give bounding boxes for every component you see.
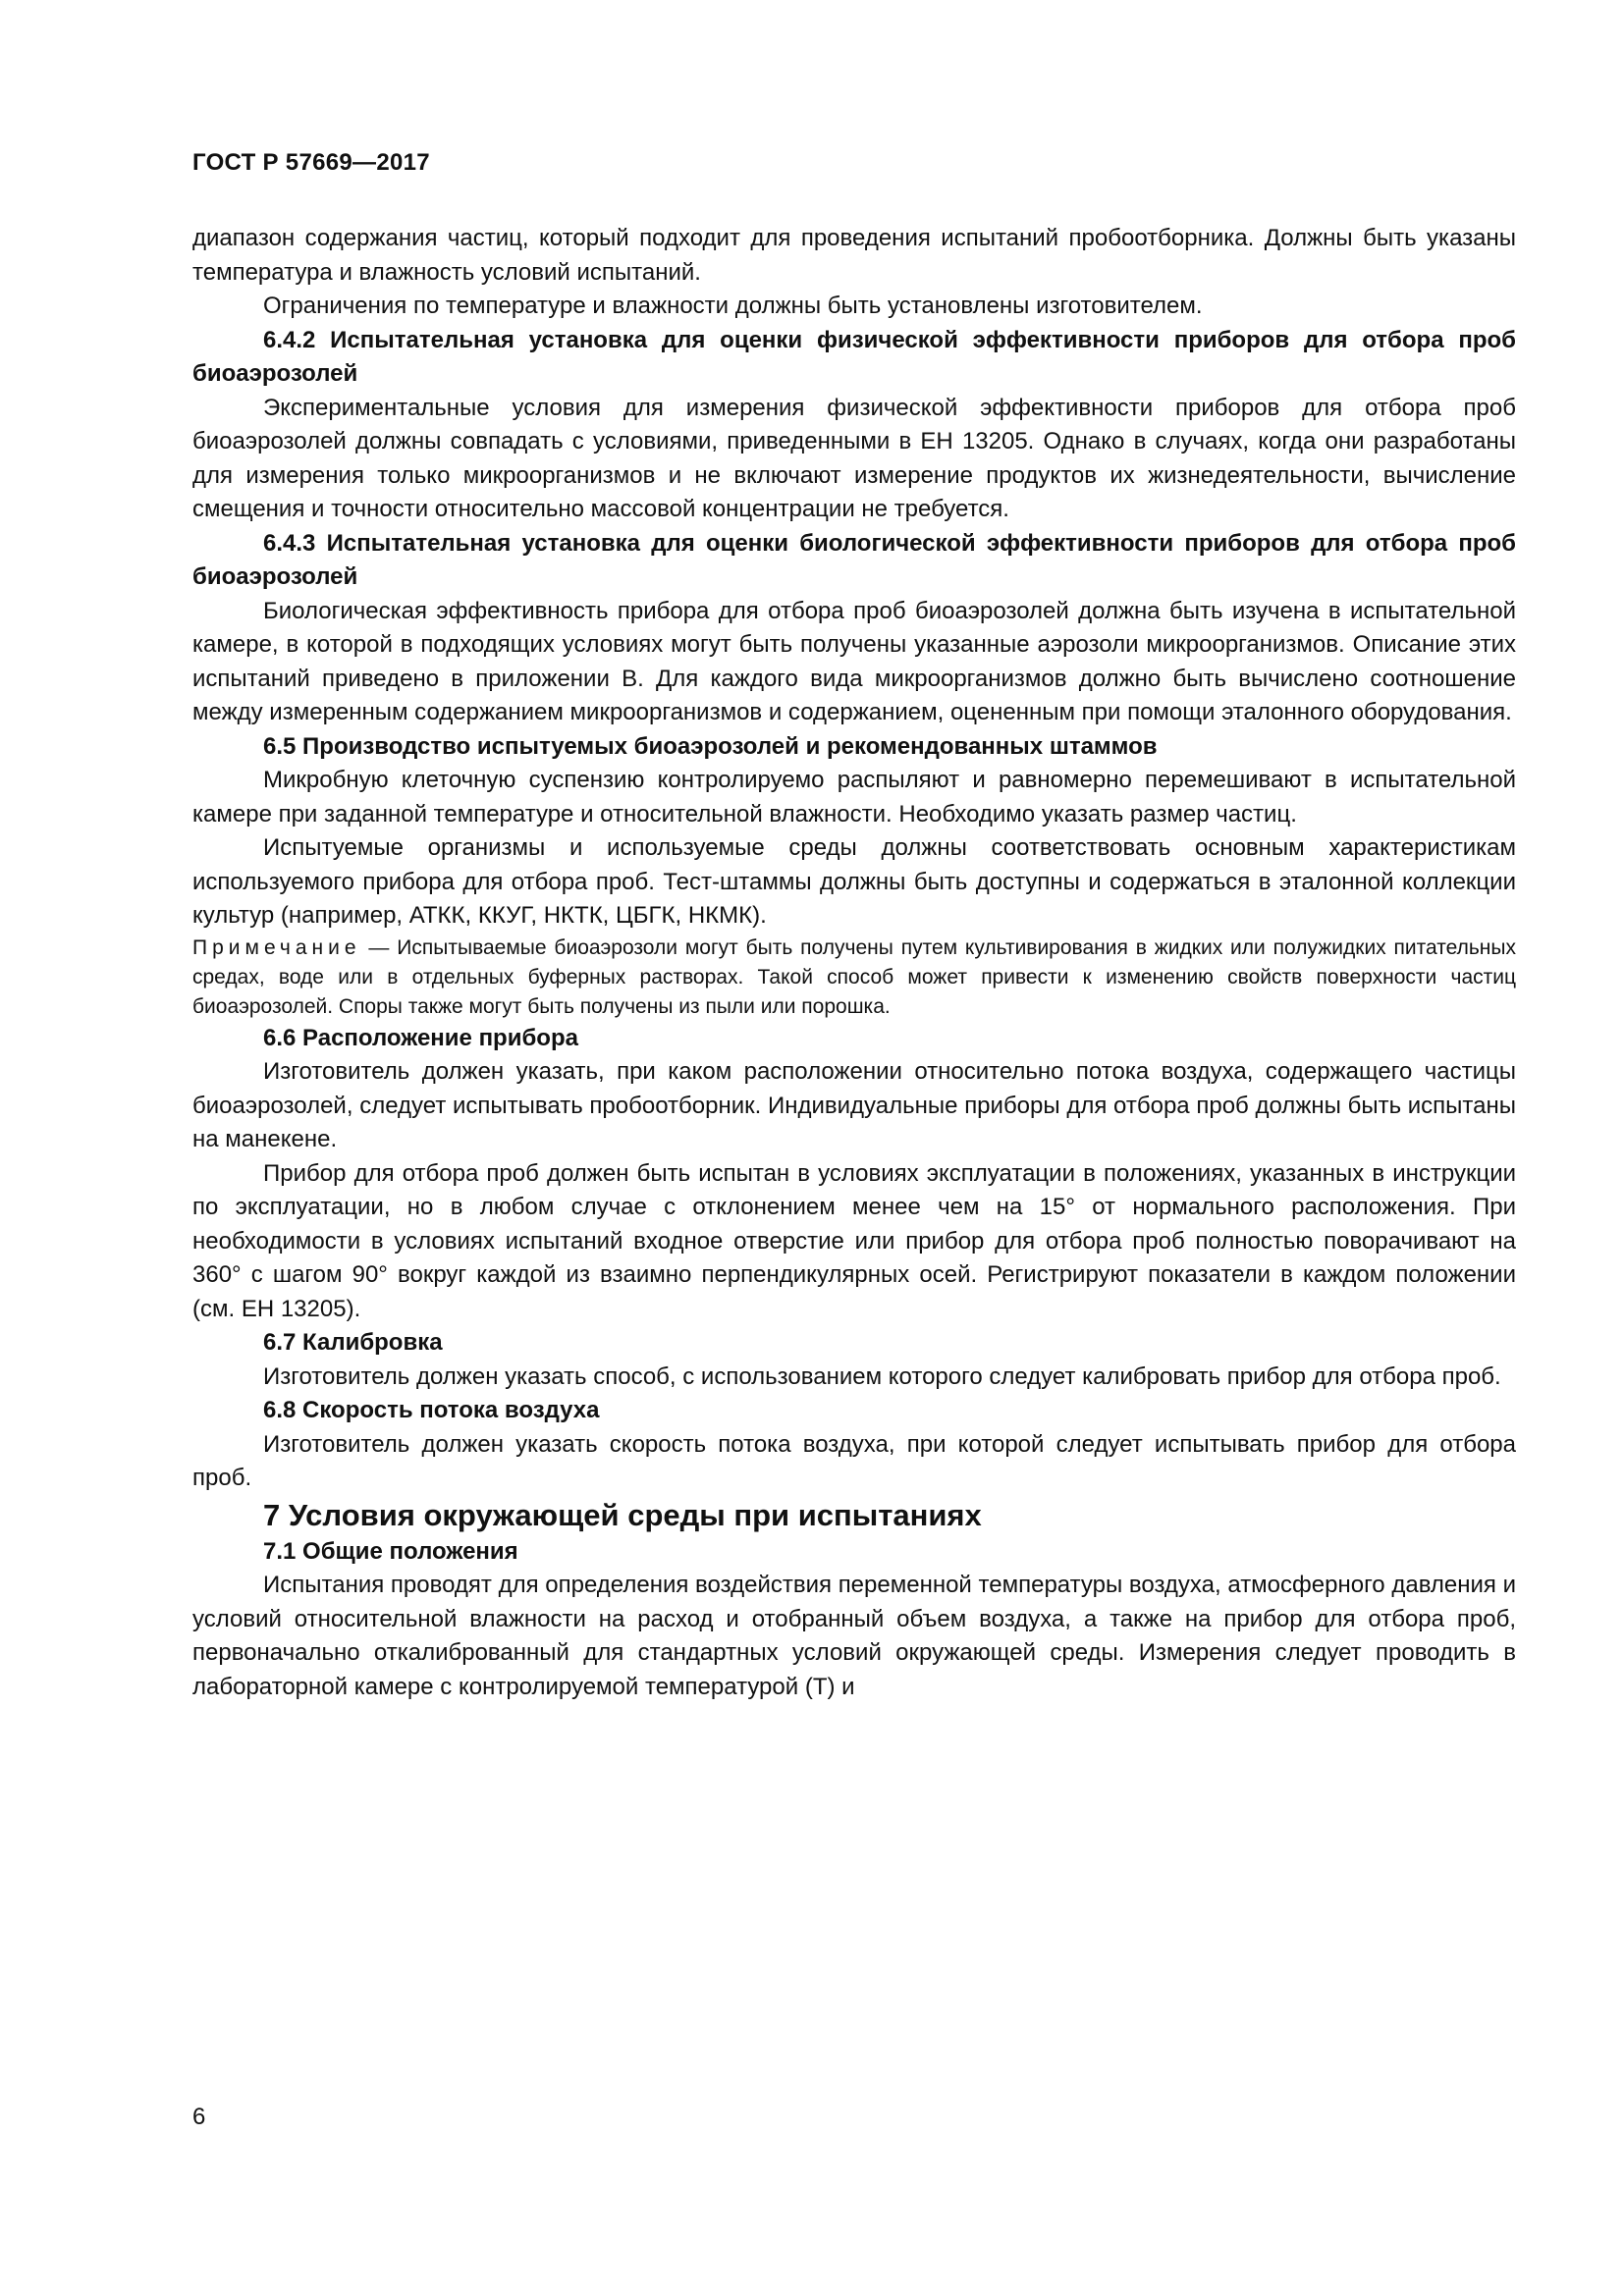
heading-6-4-2: 6.4.2 Испытательная установка для оценки физической эффективности приборов для отбора проб биоаэрозолей [192, 326, 1516, 387]
heading-6-6: 6.6 Расположение прибора [263, 1024, 578, 1051]
paragraph-6-7: Изготовитель должен указать способ, с использованием которого следует калибровать прибор для отбора проб. [263, 1362, 1501, 1390]
paragraph-7-1: Испытания проводят для определения воздействия переменной температуры воздуха, атмосферного давления и условий относительной влажности на расход и отобранный объем воздуха, а также на прибор для отбора проб, первоначально откалиброванный для стандартных условий окружающей среды. Измерения следует проводить в лабораторной камере с контролируемой температурой (Т) и [192, 1572, 1516, 1700]
paragraph-6-5-b: Испытуемые организмы и используемые среды должны соответствовать основным характеристикам используемого прибора для отбора проб. Тест-штаммы должны быть доступны и содержаться в эталонной коллекции культур (например, АТКК, ККУГ, НКТК, ЦБГК, НКМК). [192, 834, 1516, 929]
paragraph-6-5-a: Микробную клеточную суспензию контролируемо распыляют и равномерно перемешивают в испытательной камере при заданной температуре и относительной влажности. Необходимо указать размер частиц. [192, 767, 1516, 828]
heading-7-1: 7.1 Общие положения [263, 1537, 518, 1565]
paragraph-6-4-3: Биологическая эффективность прибора для отбора проб биоаэрозолей должна быть изучена в испытательной камере, в которой в подходящих условиях могут быть получены указанные аэрозоли микроорганизмов. Описание этих испытаний приведено в приложении В. Для каждого вида микроорганизмов должно быть вычислено соотношение между измеренным содержанием микроорганизмов и содержанием, оцененным при помощи эталонного оборудования. [192, 597, 1516, 725]
note [192, 934, 1516, 1022]
heading-6-7: 6.7 Калибровка [263, 1329, 443, 1356]
paragraph-6-8: Изготовитель должен указать скорость потока воздуха, при которой следует испытывать прибор для отбора проб. [192, 1430, 1516, 1491]
page-number: 6 [192, 2104, 206, 2130]
paragraph-limits: Ограничения по температуре и влажности должны быть установлены изготовителем. [263, 293, 1203, 319]
note-text: — Испытываемые биоаэрозоли могут быть получены путем культивирования в жидких или полужидких питательных средах, воде или в отдельных буферных растворах. Такой способ может привести к изменению свойств поверхности частиц биоаэрозолей. Споры также могут быть получены из пыли или порошка. [192, 935, 1516, 1018]
note-label: Примечание [192, 935, 361, 959]
heading-6-8: 6.8 Скорость потока воздуха [263, 1397, 600, 1423]
heading-6-5: 6.5 Производство испытуемых биоаэрозолей и рекомендованных штаммов [263, 732, 1158, 760]
paragraph-continuation: диапазон содержания частиц, который подходит для проведения испытаний пробоотборника. Должны быть указаны температура и влажность условий испытаний. [192, 225, 1516, 286]
document-body [192, 222, 1516, 1704]
standard-designation: ГОСТ Р 57669—2017 [192, 149, 430, 176]
heading-6-4-3: 6.4.3 Испытательная установка для оценки биологической эффективности приборов для отбора проб биоаэрозолей [192, 529, 1516, 590]
paragraph-6-6-a: Изготовитель должен указать, при каком расположении относительно потока воздуха, содержащего частицы биоаэрозолей, следует испытывать пробоотборник. Индивидуальные приборы для отбора проб должны быть испытаны на манекене. [192, 1058, 1516, 1152]
heading-section-7: 7 Условия окружающей среды при испытаниях [263, 1497, 982, 1532]
paragraph-6-4-2: Экспериментальные условия для измерения физической эффективности приборов для отбора проб биоаэрозолей должны совпадать с условиями, приведенными в ЕН 13205. Однако в случаях, когда они разработаны для измерения только микроорганизмов и не включают измерение продуктов их жизнедеятельности, вычисление смещения и точности относительно массовой концентрации не требуется. [192, 394, 1516, 522]
paragraph-6-6-b: Прибор для отбора проб должен быть испытан в условиях эксплуатации в положениях, указанных в инструкции по эксплуатации, но в любом случае с отклонением менее чем на 15° от нормального расположения. При необходимости в условиях испытаний входное отверстие или прибор для отбора проб полностью поворачивают на 360° с шагом 90° вокруг каждой из взаимно перпендикулярных осей. Регистрируют показатели в каждом положении (см. ЕН 13205). [192, 1159, 1516, 1322]
